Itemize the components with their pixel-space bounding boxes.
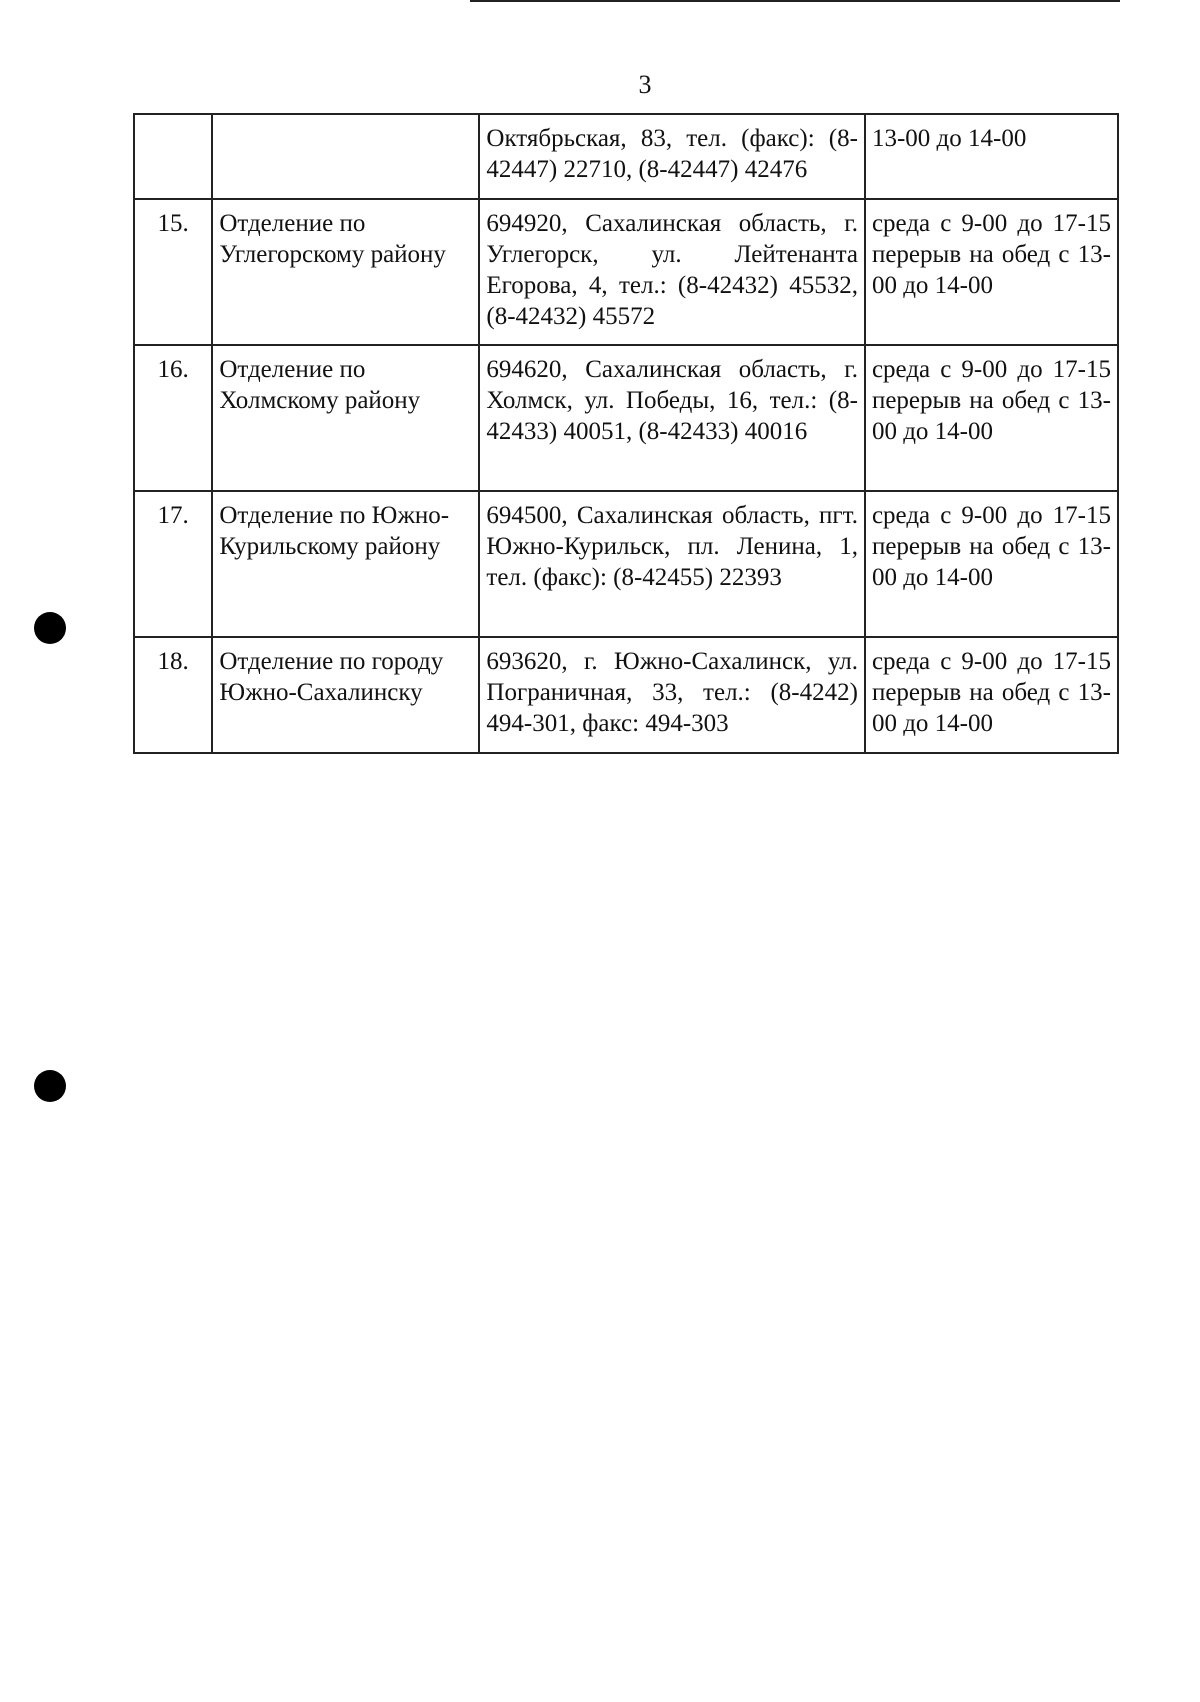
punch-hole-upper bbox=[34, 612, 66, 644]
office-name-cell bbox=[212, 114, 479, 199]
office-hours-cell: 13-00 до 14-00 bbox=[865, 114, 1118, 199]
office-hours-cell: среда с 9-00 до 17-15 перерыв на обед с 13-00 до 14-00 bbox=[865, 491, 1118, 637]
row-number-cell: 15. bbox=[134, 199, 212, 345]
table-row bbox=[134, 345, 1118, 491]
top-edge-line bbox=[470, 0, 1120, 2]
table-row bbox=[134, 114, 1118, 199]
office-name-cell: Отделение по Углегорскому району bbox=[212, 199, 479, 345]
row-number-cell: 16. bbox=[134, 345, 212, 491]
office-name-cell: Отделение по городу Южно-Сахалинску bbox=[212, 637, 479, 753]
row-number-cell: 17. bbox=[134, 491, 212, 637]
office-hours-cell: среда с 9-00 до 17-15 перерыв на обед с 13-00 до 14-00 bbox=[865, 637, 1118, 753]
office-address-cell: 694500, Сахалинская область, пгт. Южно-Курильск, пл. Ленина, 1, тел. (факс): (8-42455) 22393 bbox=[479, 491, 865, 637]
table-row bbox=[134, 199, 1118, 345]
office-address-cell: 694620, Сахалинская область, г. Холмск, ул. Победы, 16, тел.: (8-42433) 40051, (8-42433) 40016 bbox=[479, 345, 865, 491]
punch-hole-lower bbox=[34, 1070, 66, 1102]
page-number: 3 bbox=[638, 70, 652, 99]
office-hours-cell: среда с 9-00 до 17-15 перерыв на обед с 13-00 до 14-00 bbox=[865, 199, 1118, 345]
table-row bbox=[134, 637, 1118, 753]
office-name-cell: Отделение по Южно-Курильскому району bbox=[212, 491, 479, 637]
office-address-cell: Октябрьская, 83, тел. (факс): (8-42447) 22710, (8-42447) 42476 bbox=[479, 114, 865, 199]
office-address-cell: 694920, Сахалинская область, г. Углегорск, ул. Лейтенанта Егорова, 4, тел.: (8-42432) 45532, (8-42432) 45572 bbox=[479, 199, 865, 345]
office-name-cell: Отделение по Холмскому району bbox=[212, 345, 479, 491]
table-row bbox=[134, 491, 1118, 637]
office-address-cell: 693620, г. Южно-Сахалинск, ул. Пограничная, 33, тел.: (8-4242) 494-301, факс: 494-303 bbox=[479, 637, 865, 753]
offices-table bbox=[133, 113, 1119, 754]
office-hours-cell: среда с 9-00 до 17-15 перерыв на обед с 13-00 до 14-00 bbox=[865, 345, 1118, 491]
row-number-cell bbox=[134, 114, 212, 199]
row-number-cell: 18. bbox=[134, 637, 212, 753]
